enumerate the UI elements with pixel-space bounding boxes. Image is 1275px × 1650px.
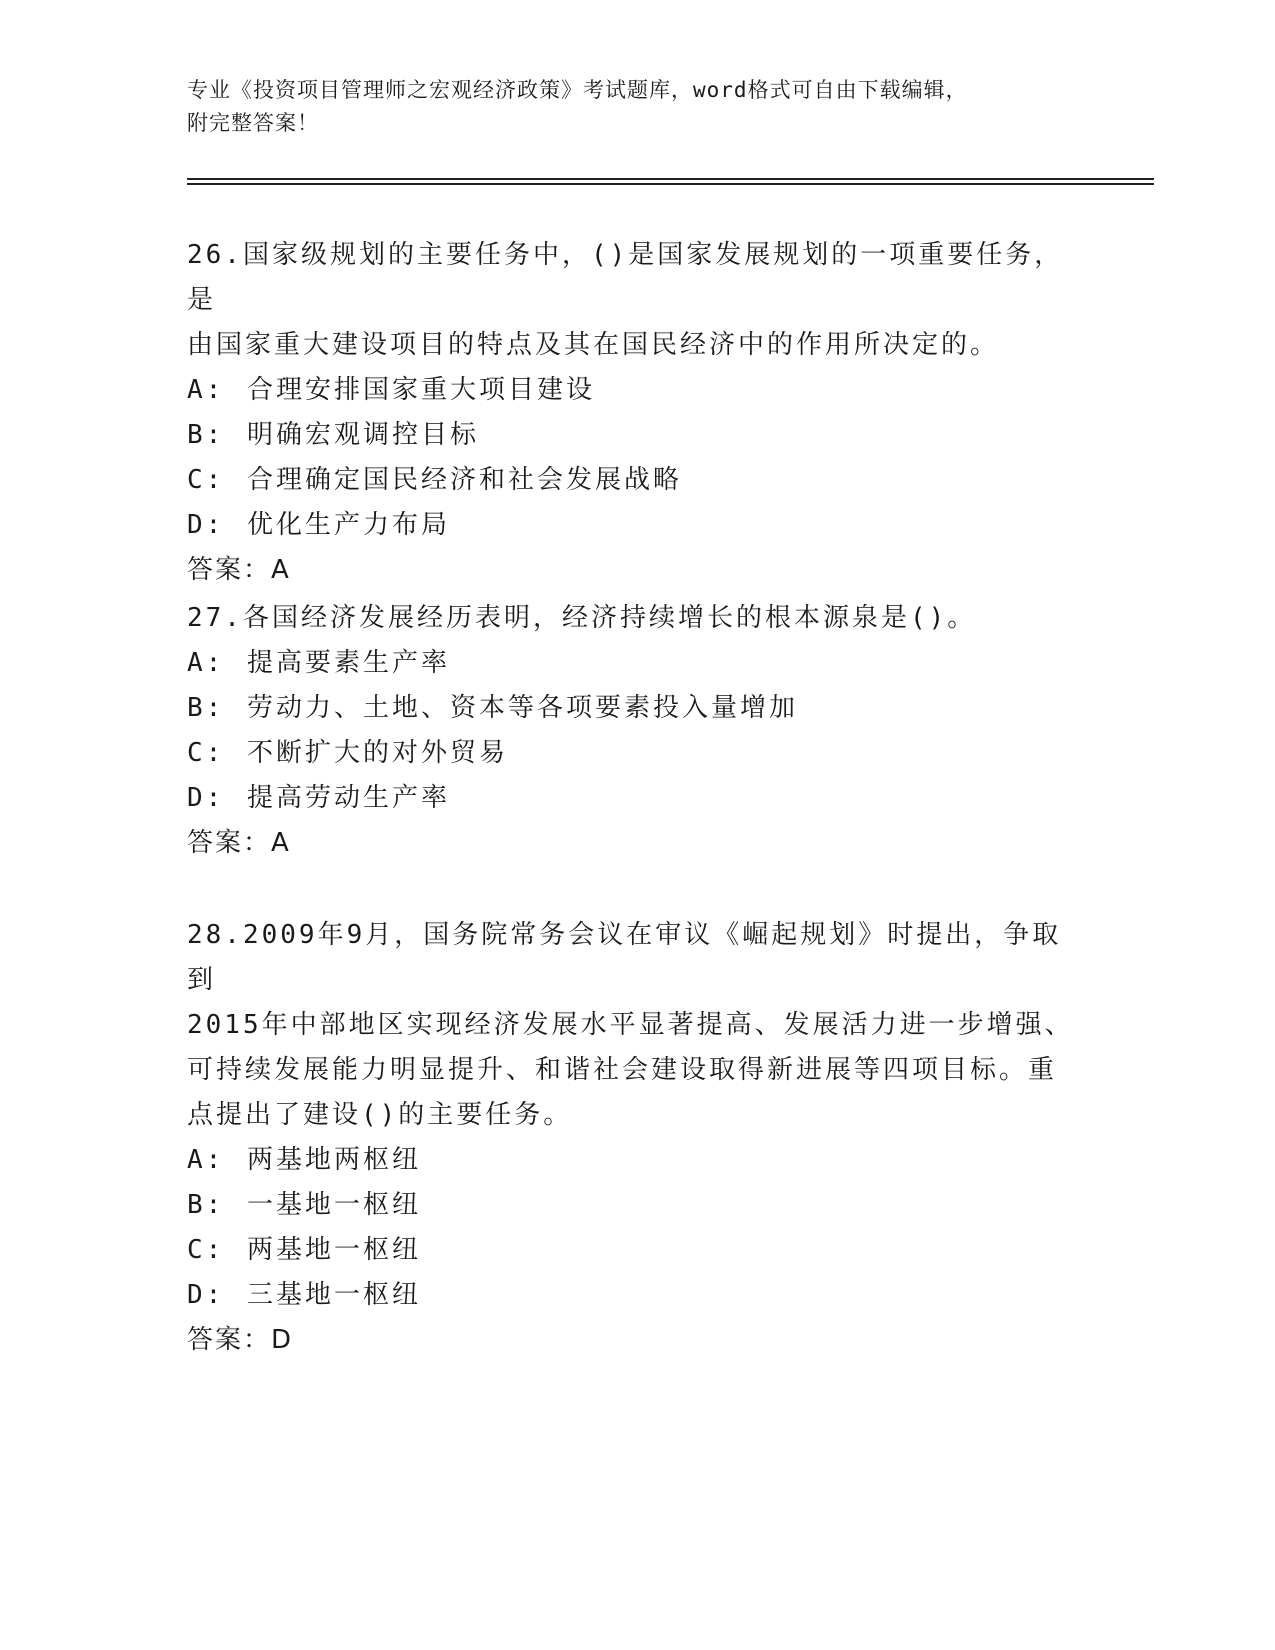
- option-d: [187, 503, 1087, 548]
- option-key: A:: [187, 1145, 225, 1175]
- question-text-line: 由国家重大建设项目的特点及其在国民经济中的作用所决定的。: [187, 330, 1000, 360]
- question-27: [187, 596, 1087, 866]
- option-key: D:: [187, 510, 225, 540]
- answer-line: 答案：A: [187, 555, 291, 585]
- header-line-2: 附完整答案！: [187, 111, 319, 135]
- question-text-line: 28.2009年9月，国务院常务会议在审议《崛起规划》时提出，争取到: [187, 920, 1062, 995]
- option-key: C:: [187, 738, 225, 768]
- option-text: 不断扩大的对外贸易: [246, 738, 508, 768]
- option-key: D:: [187, 1280, 225, 1310]
- header-line-1: 专业《投资项目管理师之宏观经济政策》考试题库，word格式可自由下载编辑，: [187, 78, 968, 102]
- option-text: 提高要素生产率: [246, 648, 450, 678]
- question-text-line: 2015年中部地区实现经济发展水平显著提高、发展活力进一步增强、: [187, 1010, 1074, 1040]
- option-text: 提高劳动生产率: [246, 783, 450, 813]
- option-text: 三基地一枢纽: [246, 1280, 421, 1310]
- option-a: [187, 641, 1087, 686]
- answer-line: 答案：D: [187, 1325, 294, 1355]
- option-text: 两基地一枢纽: [246, 1235, 421, 1265]
- option-text: 劳动力、土地、资本等各项要素投入量增加: [246, 693, 798, 723]
- option-text: 两基地两枢纽: [246, 1145, 421, 1175]
- option-text: 一基地一枢纽: [246, 1190, 421, 1220]
- question-28: [187, 913, 1087, 1363]
- option-b: [187, 413, 1087, 458]
- document-header: [187, 74, 1067, 140]
- question-text-line: 26.国家级规划的主要任务中，()是国家发展规划的一项重要任务，是: [187, 240, 1064, 315]
- option-text: 合理确定国民经济和社会发展战略: [246, 465, 682, 495]
- question-text-line: 点提出了建设()的主要任务。: [187, 1100, 573, 1130]
- option-text: 明确宏观调控目标: [246, 420, 479, 450]
- option-c: [187, 1228, 1087, 1273]
- option-a: [187, 1138, 1087, 1183]
- option-key: C:: [187, 465, 225, 495]
- option-key: B:: [187, 693, 225, 723]
- option-b: [187, 1183, 1087, 1228]
- option-key: A:: [187, 648, 225, 678]
- option-d: [187, 1273, 1087, 1318]
- option-text: 合理安排国家重大项目建设: [246, 375, 595, 405]
- option-d: [187, 776, 1087, 821]
- option-key: D:: [187, 783, 225, 813]
- option-c: [187, 731, 1087, 776]
- answer-line: 答案：A: [187, 828, 291, 858]
- option-key: B:: [187, 1190, 225, 1220]
- option-c: [187, 458, 1087, 503]
- question-26: [187, 233, 1087, 593]
- option-a: [187, 368, 1087, 413]
- option-key: C:: [187, 1235, 225, 1265]
- question-text-line: 27.各国经济发展经历表明，经济持续增长的根本源泉是()。: [187, 603, 977, 633]
- header-rule-bottom: [187, 183, 1154, 185]
- option-key: B:: [187, 420, 225, 450]
- option-text: 优化生产力布局: [246, 510, 450, 540]
- option-b: [187, 686, 1087, 731]
- question-text-line: 可持续发展能力明显提升、和谐社会建设取得新进展等四项目标。重: [187, 1055, 1058, 1085]
- option-key: A:: [187, 375, 225, 405]
- header-rule-top: [187, 178, 1154, 180]
